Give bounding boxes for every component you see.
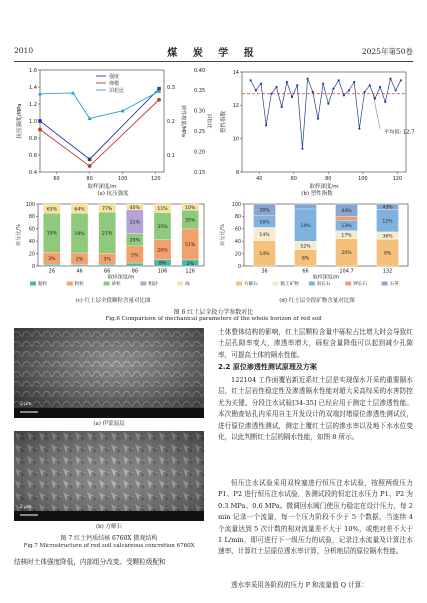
legend-swatch	[236, 282, 242, 286]
x-tick-label: 100	[358, 176, 368, 182]
data-point	[275, 86, 277, 88]
mean-arrow	[373, 94, 380, 129]
y-tick-label: 20	[28, 252, 35, 258]
data-label: 8%	[158, 261, 167, 267]
data-label: 29%	[129, 238, 140, 244]
y-tick-label: 20	[234, 252, 241, 258]
y2-tick-label: 0.3	[167, 84, 175, 91]
data-point	[38, 128, 42, 132]
data-label: 9%	[383, 251, 392, 257]
x-tick-label: 80	[86, 176, 93, 182]
data-point	[296, 84, 298, 86]
data-label: 35%	[185, 218, 196, 224]
data-label: 36%	[382, 234, 393, 240]
page-number: 2010	[14, 46, 34, 55]
data-point	[307, 78, 309, 80]
y-tick-label: 12	[232, 103, 239, 110]
y-tick-label: 1.6	[29, 67, 37, 74]
series-line-1	[40, 100, 159, 166]
y-tick-label: 100	[231, 202, 241, 208]
data-point	[322, 83, 324, 85]
x-tick-label: 120	[150, 176, 161, 182]
data-label: 8%	[301, 256, 310, 262]
legend-label: 弹模	[109, 80, 120, 87]
data-point	[343, 94, 345, 96]
x-axis-label: 取样深度/m	[312, 274, 340, 281]
legend-swatch	[140, 282, 146, 286]
left-body-text: 结核时土体强度降低，内部组分改变。受颗粒级配和	[14, 558, 166, 566]
x-tick-label: 60	[290, 176, 297, 182]
data-label: 14%	[300, 223, 311, 229]
data-label: 63%	[46, 207, 57, 213]
data-point	[260, 83, 262, 85]
header-rule	[14, 61, 413, 62]
data-label: 19%	[74, 231, 85, 237]
data-label: 5%	[131, 253, 139, 259]
data-point	[291, 96, 293, 98]
fig7-caption-cn: 图 7 红土钙质结核 6760X 微观结构	[60, 535, 158, 542]
y-tick-label: 60	[234, 227, 241, 233]
x-tick-label: 66	[103, 268, 111, 275]
y-axis-label: 百分比/%	[16, 223, 22, 247]
y3-tick-label: 0.30	[194, 108, 206, 115]
legend-swatch	[382, 282, 388, 286]
y-tick-label: 40	[28, 240, 35, 245]
legend-label: 砂粒	[111, 282, 121, 287]
y3-tick-label: 0.25	[194, 129, 206, 135]
data-point	[379, 86, 381, 88]
x-axis-label: 取样深度/m	[309, 184, 339, 190]
subcaption-d: (d) 红土层全段矿物含量对比图	[279, 298, 355, 304]
plot-frame	[38, 204, 204, 266]
paragraph-2: 122104 工作面覆岩新近系红土层是实现保水开采的重要隔水层，红土层岩性稳定性及渗透隔水性能对超大采高综采的水害防控尤为关键。分段注水试验[34-35] 已经应用于测定土层渗透性能。本次勘查钻孔内采用自主开发设计的双端封堵原位渗透性测试仪，进行原位渗透性测试，测定上覆红土层的渗水率以及地下水水位变化，以此判断红土层的隔水性能，如图 8 所示。	[218, 376, 413, 442]
data-point	[363, 91, 365, 93]
bar-segment	[71, 265, 88, 266]
x-axis-label: 取样深度/m	[87, 184, 117, 190]
y-tick-label: 0	[237, 264, 241, 270]
y2-axis-label: 弹性模量/MPa	[180, 105, 186, 137]
page-header	[14, 44, 413, 60]
data-label: 11%	[157, 207, 168, 213]
y-tick-label: 1.0	[29, 118, 37, 125]
y-tick-label: 60	[28, 227, 35, 233]
y-axis-label: 塑性指数	[221, 110, 227, 134]
x-tick-label: 132	[382, 268, 393, 275]
data-label: 14%	[259, 252, 270, 258]
x-tick-label: 104.7	[339, 268, 354, 275]
paragraph-4: 透水率采用各阶段的压力 P 和流量值 Q 计算：	[231, 581, 368, 589]
bar-segment	[295, 204, 317, 209]
legend-label: 粉粒	[74, 282, 85, 287]
data-point	[38, 119, 42, 123]
x-tick-label: 66	[302, 268, 309, 275]
bar-segment	[126, 263, 143, 266]
subcaption-b: (b) 塑性指数	[301, 191, 333, 197]
legend-swatch	[345, 282, 351, 286]
subcaption-c: (c) 红土层全段颗粒含量对比图	[75, 298, 151, 304]
x-tick-label: 80	[325, 176, 332, 182]
data-label: 2%	[75, 257, 84, 263]
chart-plasticity-index	[218, 64, 416, 190]
data-label: 13%	[341, 224, 352, 230]
legend-label: 黏土矿物	[280, 282, 299, 287]
data-point	[332, 88, 334, 90]
data-label: 64%	[74, 207, 85, 213]
data-point	[265, 124, 267, 126]
micrograph-illite-smectite	[14, 328, 204, 418]
data-label: 51%	[185, 243, 196, 249]
legend-label: 斜长石	[316, 282, 331, 287]
y-tick-label: 8	[235, 169, 239, 176]
bar-segment	[43, 264, 60, 266]
legend-swatch	[30, 282, 36, 286]
y-tick-label: 0	[31, 264, 35, 270]
y-axis-label: 百分比/%	[220, 223, 226, 247]
data-point	[281, 106, 283, 108]
data-point	[250, 79, 252, 81]
data-point	[317, 118, 319, 120]
bar-segment	[336, 216, 358, 220]
y2-tick-label: 0.1	[167, 152, 175, 159]
data-point	[400, 79, 402, 81]
data-point	[384, 101, 386, 103]
chart-compressive-strength	[14, 64, 212, 190]
y-axis-label: 抗压强度/MPa	[17, 103, 23, 139]
y2-tick-label: 0.2	[167, 118, 175, 125]
y-tick-label: 1.4	[29, 84, 37, 91]
mean-label: 平均值: 12.7	[384, 129, 415, 136]
data-point	[286, 81, 288, 83]
paragraph-1: 土体整体结构的影响，红土层颗粒含量中砾粒占比增大时会导致红土层孔隙率变大，渗透率增大，砾粒含量降低可以起到减少孔隙率，可提高土体的隔水性能。	[218, 328, 413, 359]
series-line-0	[40, 89, 159, 160]
journal-title: 煤 炭 学 报	[167, 48, 260, 59]
y-tick-label: 14	[232, 69, 239, 76]
y-tick-label: 100	[25, 202, 35, 208]
y3-tick-label: 0.20	[194, 149, 206, 156]
data-point	[312, 91, 314, 93]
data-label: 44%	[341, 209, 352, 214]
data-point	[88, 164, 92, 168]
x-tick-label: 106	[157, 268, 168, 275]
y-tick-label: 0.8	[29, 135, 37, 142]
x-tick-label: 100	[117, 176, 128, 182]
data-label: 26%	[157, 248, 168, 254]
y-tick-label: 0.4	[29, 169, 37, 176]
data-label: 16%	[259, 220, 270, 226]
x-tick-label: 36	[261, 268, 268, 275]
data-point	[358, 128, 360, 130]
legend-label: 黏粒	[38, 282, 48, 287]
legend-label: 砾	[185, 282, 190, 287]
y3-tick-label: 0.40	[194, 67, 206, 74]
x-tick-label: 126	[185, 268, 195, 275]
x-tick-label: 46	[76, 268, 83, 275]
legend-swatch	[177, 282, 183, 286]
data-point	[395, 89, 397, 91]
legend-label: 石英	[389, 282, 399, 287]
data-label: 17%	[341, 233, 352, 239]
series-line	[251, 79, 401, 149]
data-label: 12%	[382, 219, 393, 225]
data-point	[389, 78, 391, 80]
data-point	[270, 93, 272, 95]
data-label: 43%	[382, 205, 393, 211]
data-label: 35%	[157, 224, 168, 230]
legend-swatch	[309, 282, 315, 286]
plot-frame	[40, 70, 164, 172]
scale-bar-b: 2 μm	[20, 505, 32, 510]
data-label: 30%	[259, 208, 270, 214]
legend-label: 钾长石	[353, 282, 367, 287]
series-line-2	[40, 91, 159, 118]
data-point	[157, 98, 161, 102]
data-label: 21%	[129, 220, 140, 226]
data-label: 14%	[259, 232, 270, 238]
data-label: 19%	[46, 231, 57, 237]
data-label: 77%	[102, 206, 113, 212]
data-point	[301, 148, 303, 150]
x-tick-label: 40	[256, 176, 263, 182]
data-label: 3%	[48, 257, 56, 263]
data-label: 40%	[129, 205, 140, 211]
legend-label: 泊松比	[109, 87, 125, 94]
micrograph-calcite	[14, 431, 204, 521]
legend-label: 强度	[109, 73, 120, 80]
y-tick-label: 10	[232, 136, 239, 143]
data-label: 10%	[185, 205, 196, 211]
fig6-caption-en: Fig.6 Comparison of mechanical parameters of the whole horizon of red soil	[105, 316, 322, 322]
y3-tick-label: 0.15	[194, 169, 206, 176]
bar-segment	[99, 264, 116, 266]
subcaption-a: (a) 抗压强度	[97, 191, 129, 197]
legend-label: 方解石	[244, 282, 258, 287]
subcaption-fig7-a: (a) 伊蒙混层	[93, 421, 125, 427]
data-point	[369, 84, 371, 86]
x-tick-label: 86	[131, 268, 139, 275]
data-point	[327, 103, 329, 105]
fig7-caption-en: Fig.7 Microstructure of red soil calcareous concretion 6760X	[23, 543, 195, 549]
data-point	[255, 89, 257, 91]
legend-swatch	[104, 282, 110, 286]
chart-particle-content	[14, 200, 212, 298]
data-label: 20%	[341, 251, 352, 257]
subcaption-fig7-b: (b) 方解石	[95, 524, 123, 530]
legend-swatch	[67, 282, 73, 286]
y-tick-label: 80	[234, 215, 241, 221]
data-label: 3%	[103, 257, 111, 263]
x-tick-label: 60	[53, 176, 60, 182]
y-tick-label: 0.6	[29, 152, 37, 159]
legend-label: 粗砂	[148, 282, 158, 287]
y-tick-label: 1.2	[29, 101, 37, 108]
data-label: 2%	[186, 261, 194, 267]
data-point	[338, 79, 340, 81]
x-tick-label: 26	[48, 268, 56, 275]
issue-info: 2025年第50卷	[361, 47, 413, 56]
x-tick-label: 120	[392, 176, 403, 182]
legend-swatch	[272, 282, 278, 286]
data-label: 21%	[102, 231, 113, 237]
scale-bar-a: 2 μm	[20, 402, 32, 407]
chart-mineral-content	[218, 200, 416, 298]
data-point	[353, 81, 355, 83]
data-point	[348, 89, 350, 91]
y-tick-label: 80	[28, 215, 35, 221]
y3-tick-label: 0.35	[194, 88, 206, 95]
data-point	[88, 157, 92, 161]
paragraph-3: 恒压注水试验采用双栓塞进行恒压注水试验，按照两级压力 P1、P2 进行恒压注水试验，各测试段的恒定注水压力 P1、P2 为 0.3 MPa、0.6 MPa。微调回水阀门使压力稳定在设计压力，每 2 min 记录一个流量，每一个压力阶段不少于 5 个数据，当连续 4 个流量达到 5 次计数的相对流量差不大于 10%，或绝对差不大于 1 L/min，即可进行下一级压力的试验，记录注水流量及计算注水速率，计算红土层原位透水率计算，分析地层的原位隔水性能。	[218, 479, 413, 556]
x-axis-label: 取样深度/m	[107, 274, 135, 281]
y-tick-label: 40	[234, 240, 241, 245]
y3-axis-label: 泊松比	[206, 113, 212, 129]
fig6-caption-cn: 图 6 红土层全段力学参数对比	[173, 309, 254, 316]
section-heading: 2.2 原位渗透性测试原理及方案	[218, 363, 317, 371]
data-label: 52%	[300, 244, 311, 250]
